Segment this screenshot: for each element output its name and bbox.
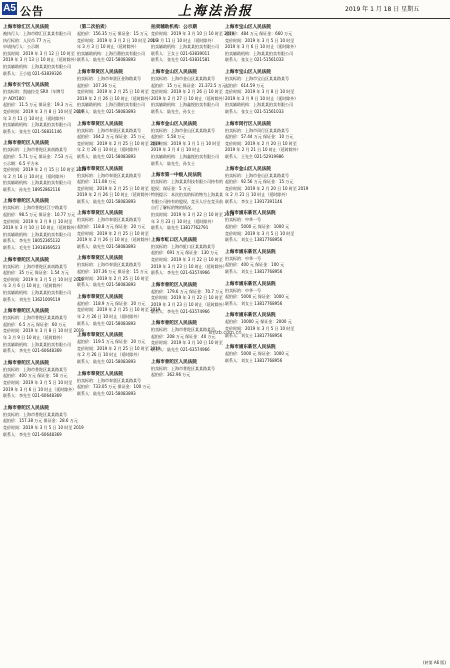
auction-notice	[77, 166, 153, 206]
notice-line: 2019 年 3 月 6 日 10 时止（延时除外）	[225, 44, 299, 50]
notice-title: 上海市普陀区人民法院	[3, 199, 49, 205]
notice-line: 起拍价：5000 元 保证金：1000 元	[225, 224, 290, 230]
notice-line: 拍卖标的：上海市奉贤区某某路某号	[77, 172, 141, 178]
notice-line: 拍卖标的：上海市金山区某某路某号	[151, 75, 215, 81]
notice-line: 起拍价：208 万元 保证金：40 万元	[151, 333, 216, 339]
notice-line: 联系人：陆先生 021-58083893	[77, 320, 136, 326]
notice-title: 上海市普陀区人民法院	[151, 282, 197, 288]
notice-line: 拍卖标的：上海市奉贤区某某路某号	[77, 127, 141, 133]
notice-line: 拍卖标的：上海市金山区某某路某号	[151, 127, 215, 133]
auction-notice	[77, 255, 149, 288]
notice-title: 上海市普陀区人民法院	[3, 257, 49, 263]
notice-title: 上海市奉贤区人民法院	[77, 333, 123, 339]
notice-line: 拍卖辅助机构：上海某某拍卖有限公司	[3, 290, 71, 295]
notice-title: 上海市浦东新区人民法院	[225, 281, 276, 287]
notice-line: 拍卖辅助机构：上海百鼎拍卖有限公司	[77, 50, 145, 56]
notice-line: 拍卖标的：上海市普陀区真南路某号	[3, 263, 67, 269]
auction-notice	[77, 371, 149, 398]
notice-line: 联系人：刘女士 13817768956	[225, 357, 283, 363]
notice-title: 上海市普陀区人民法院	[3, 405, 49, 411]
notice-line: 2019 年 3 月 13 日 10 时止（延时除外）	[3, 57, 79, 63]
notice-line: 起拍价：6.5 万元 保证金：60 万元	[3, 321, 67, 327]
notice-line: 联系人：陆先生，孙女士	[151, 160, 195, 166]
notice-line: 联系人：毛先生 13918369523	[3, 245, 61, 251]
auction-notice	[225, 210, 297, 243]
notice-line: 起拍价：156.35 万元 保证金：15 万元	[77, 31, 148, 36]
notice-line: 起拍价：98.5 万元 保证金：10.77 万元	[3, 212, 76, 218]
auction-notice	[225, 344, 297, 364]
auction-notice	[77, 332, 161, 365]
notice-line: 年 3 月 6 日 10 时止（延时除外）	[3, 283, 65, 289]
notice-line: 联系人：陆先生 021-58083893	[77, 57, 136, 63]
newspaper-masthead: 上海法治报	[178, 4, 254, 19]
notice-line: 拍卖标的：上海市金山区某某路某号	[225, 172, 289, 178]
notice-line: 联系人：陆先生 021-58083893	[77, 390, 136, 396]
auction-notice	[151, 121, 223, 168]
notice-line: 联系人：王小姐 021-63839326	[3, 70, 62, 76]
notice-line: 2019 年 2 月 21 日 10 时止（延时除外）	[225, 147, 301, 153]
notice-line: 起拍价：15 万元 保证金：21.372.5 万元	[151, 82, 226, 88]
notice-line: 起拍价：118.9 万元 保证金：20 万元	[77, 300, 146, 306]
notice-line: 拍卖标的：上海市普陀区江宁路某号	[3, 205, 67, 211]
notice-title: 上海市奉贤区人民法院	[77, 211, 123, 217]
notice-columns	[3, 24, 447, 662]
auction-notice	[225, 24, 297, 64]
notice-title: 上海市金山区人民法院	[225, 166, 271, 172]
notice-line: 联系人：王先生 021-52919986	[225, 153, 284, 159]
notice-line: 竞价时间：2019 年 3 月 5 日 10 时至 2019	[3, 276, 84, 282]
notice-column	[373, 24, 445, 662]
notice-line: 拍卖标的：上海市普陀区某某路某号	[151, 327, 215, 333]
auction-notice	[3, 360, 75, 400]
notice-line: 拍卖辅助机构：上海某某拍卖有限公司	[3, 180, 71, 186]
notice-line: 竞价时间：2019 年 3 月 1 日 10 时至	[151, 140, 221, 146]
notice-line: 联系人：李先生 021-60648369	[3, 393, 62, 399]
notice-title: 上海市奉贤区人民法院	[77, 121, 123, 127]
notice-line: 竞价时间：2019 年 2 月 25 日 10 时至	[77, 185, 149, 191]
notice-line: 被执行人：上海市徐汇区某某有限公司	[3, 31, 71, 36]
notice-line: 联系人：李女士 13917391146	[225, 198, 283, 204]
notice-column	[225, 24, 309, 662]
notice-line: 起拍价：107.36 万元 保证金：15 万元	[77, 269, 148, 275]
notice-title: 上海市奉贤区人民法院	[77, 294, 123, 300]
notice-line: 起拍价：35 万元 保证金：1.54 万元	[3, 270, 69, 276]
notice-line: 竞价时间：2019 年 3 月 10 日 10 时至	[151, 340, 223, 346]
notice-title: 上海市普陀区人民法院	[3, 141, 49, 147]
notice-line: 联系人：陆先生 021-58083893	[77, 243, 136, 249]
notice-title: 上海市普陀区人民法院	[151, 359, 197, 365]
notice-line: 起拍价：484 万元 保证金：660 万元	[225, 31, 293, 36]
notice-line: 2019 年 2 月 26 日 10 时止（延时除外）	[77, 192, 153, 198]
notice-line: 拍卖标的：上海市奉贤区某某路某号	[77, 217, 141, 223]
notice-line: 联系人：陆先生，孙女士	[151, 108, 195, 114]
notice-line: 竞价时间：2019 年 3 月 2 日 10 时至 2019	[77, 37, 158, 43]
notice-line: 起拍价：5000 元 保证金：1000 元	[225, 294, 290, 300]
auction-notice	[3, 257, 84, 304]
notice-line: 拍卖标的：中华一号	[225, 287, 261, 293]
notice-line: 联系人：陆先生 021-63574966	[151, 346, 210, 352]
notice-title: 上海市普陀区人民法院	[3, 309, 49, 315]
auction-notice	[77, 210, 153, 250]
notice-title: 上海市浦东新区人民法院	[225, 249, 276, 255]
notice-line: 年 2 月 26 日 10 时止（延时除外）	[77, 314, 142, 319]
notice-line: 年 2 月 26 日 10 时止（延时除外）	[77, 352, 142, 358]
auction-notice	[225, 121, 301, 161]
notice-line: 拍卖标的：上海市普陀区某某路某号	[151, 365, 215, 371]
notice-line: 年 2 月 16 日 10 时止（延时除外）	[3, 173, 68, 179]
notice-line: 年 2 月 26 日 10 时止（延时除外）	[77, 147, 142, 153]
notice-line: 拍卖时间：2019 年 3 月 12 日 10 时至	[3, 50, 75, 56]
notice-line: 联系人：张女士 021-51561033	[225, 57, 284, 63]
notice-line: 2019 年 2 月 26 日 10 时止（延时除外）	[77, 95, 153, 101]
notice-line: 拍卖辅助机构：上海某某拍卖有限公司	[225, 102, 293, 108]
notice-title: 上海市奉贤区人民法院	[77, 166, 123, 172]
notice-line: 竞价时间：2019 年 2 月 26 日 10 时至	[151, 89, 223, 95]
notice-line: 起拍价：5.58 万元	[151, 134, 186, 140]
auction-notice	[225, 281, 297, 308]
notice-line: 联系人：刘女士 13817768956	[225, 269, 283, 275]
notice-line: 起拍价：111.08 万元	[77, 179, 117, 185]
notice-line: 2019 年 3 月 9 日 10 时止（延时除外）	[225, 95, 299, 101]
notice-line: 竞价时间：2019 年 3 月 22 日 10 时至	[151, 257, 223, 263]
notice-line: 起拍价：57.44 万元 保证金：10 万元	[225, 134, 294, 140]
notice-line: 2019 年 2 月 27 日 10 时止（延时除外）	[151, 95, 227, 101]
notice-title: 上海市奉贤区人民法院	[77, 256, 123, 262]
notice-line: 特别提示：本次拍卖的标的物为上海某某	[151, 192, 223, 198]
notice-line: 有限公司持有的股权，竞买人应在竞买前	[151, 198, 223, 204]
notice-line: 竞价时间：2019 年 3 月 5 日 10 时至	[225, 230, 295, 236]
auction-notice	[225, 249, 297, 276]
notice-line: 竞价时间：2019 年 2 月 15 日 10 时至 2019	[3, 167, 87, 173]
notice-line: 起拍价：11.5 万元 保证金：19.3 万元	[3, 102, 73, 108]
notice-line: 联系人：李先生 18052365132	[3, 238, 61, 244]
notice-line: 联系人：刘女士 13817768956	[225, 332, 283, 338]
notice-line: 拍卖标的：中华一号	[225, 255, 261, 261]
notice-line: 拍卖标的：上海市普陀区某某路某号	[3, 315, 67, 321]
notice-line: 联系人：刘女士 13817768956	[225, 300, 283, 306]
notice-line: 拍卖标的：上海市闵行区某某路某号	[225, 127, 289, 133]
notice-title: 上海市奉贤区人民法院	[77, 69, 123, 75]
notice-line: 竞价时间：2019 年 2 月 20 日 10 时至	[225, 140, 297, 146]
notice-line: 拍卖辅助机构：上海某某拍卖有限公司	[3, 63, 71, 69]
notice-line: 联系人：李先生 021-60648369	[3, 348, 62, 354]
notice-line: 联系人：陆先生 021-58083893	[77, 108, 136, 114]
notice-line: 起拍价：107.36 万元	[77, 82, 117, 88]
auction-notice	[77, 294, 161, 327]
notice-line: 联系人：张先生 021-56831146	[3, 128, 62, 134]
notice-line: 拍卖标的：上海市奉贤区金海路某号	[77, 75, 141, 81]
notice-line: 拍卖辅助机构：上海鑫悦拍卖有限公司	[151, 153, 219, 159]
notice-line: 联系人：陆先生 021-58083893	[77, 358, 136, 364]
notice-line: 2019 年 2 月 26 日 10 时止（延时除外）	[77, 237, 153, 243]
notice-line: 起拍价：92.56 万元 保证金：15 万元	[225, 179, 294, 185]
notice-line: 联系人：李先生 021-60648369	[3, 431, 62, 437]
notice-line: 2019 年 3 月 6 日 10 时止（延时除外）	[3, 386, 77, 392]
notice-line: 拍卖辅助机构：上海百鼎拍卖有限公司	[77, 102, 145, 108]
auction-notice	[77, 121, 161, 161]
notice-line: 年 3 月 11 日 10 时止（延时除外）	[151, 37, 216, 43]
notice-column	[3, 24, 87, 662]
notice-line: 拍卖辅助机构：上海鑫悦拍卖有限公司	[151, 102, 219, 108]
notice-line: 起拍价：10000 元 保证金：2000 元	[225, 319, 292, 325]
notice-line: 竞价时间：2019 年 3 月 5 日 10 时至	[225, 37, 295, 43]
auction-notice	[151, 359, 223, 379]
notice-line: 申请执行人：公示期	[3, 44, 39, 50]
notice-line: 起拍价：614.59 万元	[225, 82, 265, 88]
auction-notice	[3, 24, 79, 77]
notice-line: 竞价时间：2019 年 2 月 25 日 10 时至 2019	[77, 345, 161, 351]
notice-line: 2019 年 3 月 4 日 10 时止	[151, 147, 201, 153]
notice-line: 起拍价：691 万元 保证金：130 万元	[151, 250, 219, 256]
notice-line: 2019 年 3 月 23 日 10 时止（延时除外）	[151, 263, 227, 269]
notice-line: 起拍价：400 元 保证金：100 元	[225, 262, 285, 268]
notice-line: 2019 年 3 月 23 日 10 时止（延时除外）	[151, 302, 227, 307]
notice-title: 上海市普陀区人民法院	[3, 360, 49, 366]
notice-line: 竞价时间：2019 年 3 月 8 日 10 时至 2019	[3, 108, 84, 114]
notice-line: 竞价时间：2019 年 3 月 9 日 10 时至	[3, 218, 73, 224]
notice-line: 起拍价：118.8 万元 保证金：20 万元	[77, 224, 146, 230]
notice-line: 起拍价：400 万元 保证金：50 万元	[3, 373, 68, 379]
notice-line: 联系人：陆先生 13817762791	[151, 225, 209, 231]
notice-line: 拍卖辅助机构：上海某某拍卖有限公司	[225, 50, 293, 56]
page-number-badge: A5	[3, 3, 16, 14]
auction-notice	[77, 69, 153, 116]
notice-line: 竞价时间：2019 年 3 月 8 日 10 时至	[225, 89, 295, 95]
notice-line: 2019 年 3 月 10 日 10 时止（延时除外）	[3, 225, 79, 231]
notice-line: 竞价时间：2019 年 2 月 20 日 10 时至 2019	[225, 185, 309, 191]
notice-line: 年 3 月 11 日 10 时止（延时除外）	[3, 115, 68, 121]
notice-line: 联系人：张女士 021-51561033	[225, 108, 284, 114]
notice-line: 起拍价：733.05 万元 保证金：100 万元	[77, 384, 151, 390]
notice-line: 联系人：张先生 021-63831581	[151, 57, 210, 63]
auction-notice	[151, 69, 227, 116]
auction-notice	[151, 320, 223, 353]
notice-line: 拍卖标的：上海市普陀区某某路某号	[3, 366, 67, 372]
notice-line: 拍卖标的：上海某某科技有限公司持有的	[151, 179, 223, 185]
notice-title: 上海市徐汇区人民法院	[3, 25, 49, 30]
notice-line: 联系人：刘女士 13817768956	[225, 237, 283, 243]
notice-line: 年 3 月 23 日 10 时止（延时除外）	[151, 218, 216, 224]
notice-line: 起拍价：119.5 万元 保证金：20 万元	[77, 339, 146, 345]
notice-line: 股权；保证金：5 万元	[151, 185, 191, 191]
notice-line: 起拍价：5.71 万元 保证金：7.53 万元	[3, 153, 73, 159]
notice-line: 年 3 月 9 日 10 时止（延时除外）	[3, 334, 65, 340]
website-url: shfzb.com.cn	[208, 330, 242, 336]
notice-line: 起拍价：5000 元 保证金：1000 元	[225, 351, 290, 357]
notice-title: 上海市浦东新区人民法院	[225, 211, 276, 217]
notice-line: 起拍价：164.2 万元 保证金：25 万元	[77, 134, 146, 140]
notice-line: 年 2 月 21 日 10 时止（延时除外）	[225, 192, 290, 198]
notice-line: 拍卖标的：上海市宝山区某某路某号	[225, 75, 289, 81]
auction-notice	[151, 237, 227, 277]
notice-title: 上海市长宁区人民法院	[3, 83, 49, 89]
notice-title: 上海市奉贤区人民法院	[77, 371, 123, 377]
auction-notice	[151, 172, 235, 232]
notice-line: 拍卖标的：凯迪拉克 SRX（车牌号	[3, 89, 65, 95]
notice-line: 竞价时间：2019 年 2 月 25 日 10 时至 2019	[77, 307, 161, 313]
auction-notice	[225, 69, 297, 116]
notice-title: 上海市宝山区人民法院	[225, 69, 271, 75]
notice-line: 竞价时间：2019 年 3 月 10 日 10 时至 2019	[151, 31, 235, 36]
notice-line: 起拍价：362.96 万元	[151, 372, 191, 378]
auction-notice	[3, 82, 84, 135]
notice-line: 联系人：孙先生 18952862116	[3, 186, 61, 192]
auction-notice	[3, 405, 84, 438]
notice-line: 竞价时间：2019 年 3 月 5 日 10 时至	[3, 379, 73, 385]
notice-line: 拍卖标的：上海市虹口区某某路某号	[151, 243, 215, 249]
notice-line: 拍卖时间：2019 年 3 月 22 日 10 时至 2019	[151, 212, 235, 218]
notice-line: 联系人：陆先生 021-58083893	[77, 153, 136, 159]
notice-title: 上海市普陀区人民法院	[151, 321, 197, 327]
auction-notice	[77, 24, 158, 64]
notice-title: 上海市金山区人民法院	[151, 69, 197, 75]
auction-notice	[3, 198, 79, 251]
notice-line: 年 3 月 3 日 10 时止（延时除外）	[77, 44, 139, 50]
notice-line: 沪 ADY180）	[3, 95, 28, 101]
notice-title: 上海市浦东新区人民法院	[225, 313, 276, 319]
notice-line: 竞价时间：2019 年 2 月 25 日 10 时至 2019	[77, 140, 161, 146]
notice-line: 起拍价：157.38 万元 保证金：28.6 万元	[3, 418, 78, 424]
notice-title: 上海市虹口区人民法院	[151, 237, 197, 243]
notice-line: 拍卖辅助机构：上海某某拍卖有限公司	[151, 44, 219, 50]
issue-date: 2019 年 1 月 18 日 星期五	[345, 6, 420, 13]
section-title: 公告	[20, 5, 44, 18]
continuation-note: (转第 A6 版)	[423, 660, 446, 665]
notice-title: （第二次拍卖）	[77, 25, 110, 30]
notice-line: 拍卖标的：上海市奉贤区某某路某号	[77, 377, 141, 383]
notice-line: 拍卖辅助机构：上海某某拍卖有限公司	[3, 122, 71, 128]
notice-line: 竞价时间：2019 年 3 月 5 日 10 时至 2019	[3, 424, 84, 430]
notice-title: 上海市宝山区人民法院	[225, 25, 271, 30]
notice-line: 竞价时间：2019 年 2 月 25 日 10 时至	[77, 275, 149, 281]
notice-line: 公示期：6.5 平方米	[3, 160, 39, 166]
notice-line: 拍卖标的：上海市普陀区真南路某号	[3, 147, 67, 153]
auction-notice	[151, 24, 235, 64]
notice-title: 上海市第一中级人民法院	[151, 173, 202, 179]
page-header	[0, 0, 450, 19]
notice-line: 联系人：李先生 021-63574966	[151, 308, 210, 314]
notice-line: 拍卖标的：中华一号	[225, 217, 261, 223]
notice-title: 上海市浦东新区人民法院	[225, 345, 276, 351]
notice-title: 上海市金山区人民法院	[151, 121, 197, 127]
auction-notice	[151, 282, 227, 315]
notice-line: 竞价时间：2019 年 3 月 8 日 10 时至 2019	[3, 328, 84, 334]
notice-line: 拍卖标的：上海市奉贤区某某路某号	[77, 262, 141, 268]
notice-line: 竞价时间：2019 年 3 月 22 日 10 时至	[151, 295, 223, 301]
notice-line: 联系人：李先生 021-63574966	[151, 270, 210, 276]
notice-line: 拍卖辅助机构：上海某某拍卖有限公司	[3, 231, 71, 237]
notice-line: 联系人：陆先生 021-58083893	[77, 282, 136, 288]
auction-notice	[3, 140, 87, 193]
notice-column	[77, 24, 161, 662]
notice-line: 起拍价：179.6 万元 保证金：70.7 万元	[151, 288, 224, 294]
notice-column	[299, 24, 371, 662]
notice-title: 拍卖辅助机构：公示期	[151, 25, 197, 30]
notice-line: 竞价时间：2019 年 2 月 25 日 10 时至	[77, 89, 149, 95]
notice-line: 竞价时间：2019 年 2 月 25 日 10 时至	[77, 230, 149, 236]
notice-title: 上海市闵行区人民法院	[225, 121, 271, 127]
notice-line: 联系人：王女士 021-63839011	[151, 50, 210, 56]
notice-line: 联系人：陆先生 021-58083893	[77, 198, 136, 204]
notice-line: 竞价时间：2019 年 3 月 5 日 10 时至	[225, 326, 295, 331]
notice-line: 执行标的：人民币 77 万元	[3, 37, 51, 43]
notice-line: 拍卖辅助机构：上海某某拍卖有限公司	[3, 341, 71, 347]
notice-line: 联系人：刘先生 13621009119	[3, 296, 61, 302]
auction-notice	[225, 166, 309, 206]
notice-line: 拍卖标的：上海市普陀区某某路某号	[3, 411, 67, 417]
notice-line: 自行了解标的物的情况。	[151, 205, 195, 211]
